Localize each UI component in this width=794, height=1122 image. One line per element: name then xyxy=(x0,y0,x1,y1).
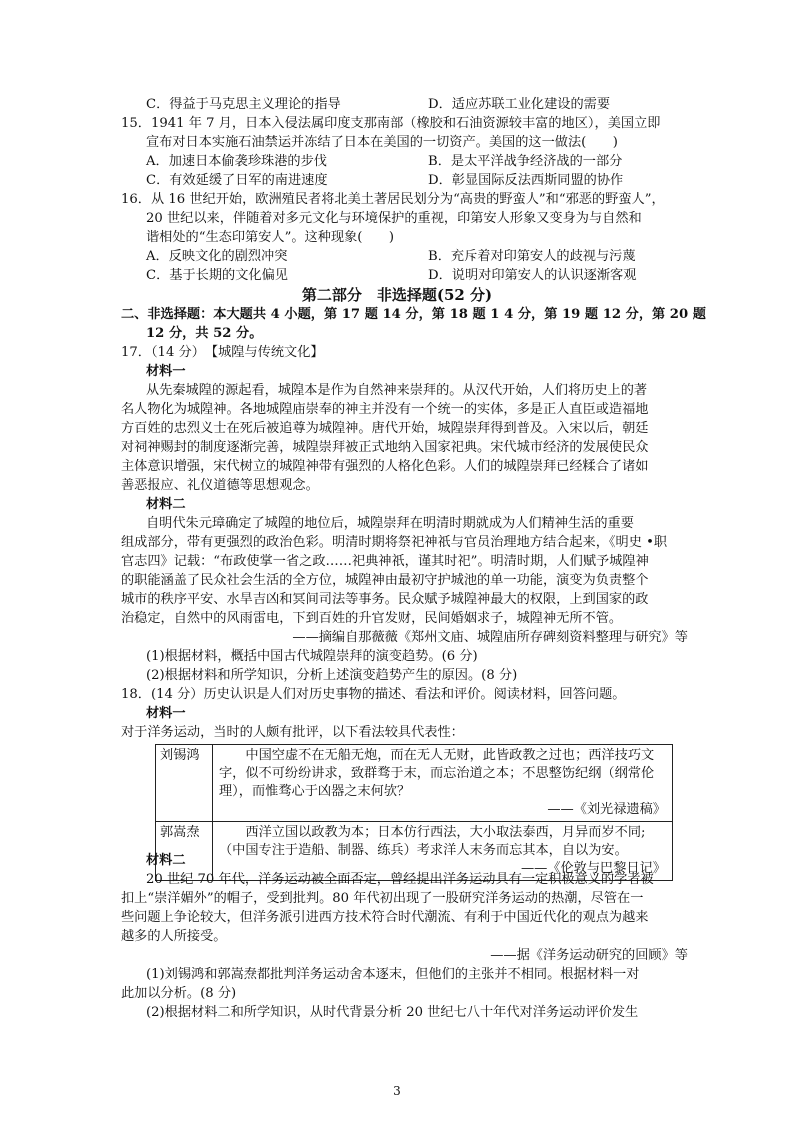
q18-heading: 18．(14 分）历史认识是人们对历史事物的描述、看法和评价。阅读材料，回答问题。 xyxy=(121,687,626,702)
part2-title: 第二部分 非选择题(52 分) xyxy=(301,286,493,304)
q17-material2-line: 官志四》记载：“布政使掌一省之政……祀典神祇，谨其时祀”。明清时期，人们赋予城隍神 xyxy=(121,554,649,569)
q17-source: ——摘编自那薇薇《郑州文庙、城隍庙所存碑刻资料整理与研究》等 xyxy=(292,630,688,645)
quote-cell xyxy=(213,745,673,822)
q17-subquestion-1: (1)根据材料，概括中国古代城隍崇拜的演变趋势。(6 分) xyxy=(146,649,478,664)
q16-option-a: A．反映文化的剧烈冲突 xyxy=(146,249,288,264)
q17-material1-line: 对祠神赐封的制度逐渐完善，城隍崇拜被正式地纳入国家祀典。宋代城市经济的发展使民众 xyxy=(121,440,649,455)
q16-option-d: D．说明对印第安人的认识逐渐客观 xyxy=(428,268,637,283)
q18-quote-table xyxy=(155,744,673,881)
table-row xyxy=(156,745,673,822)
q17-material1-line: 善恶报应、礼仪道德等思想观念。 xyxy=(121,478,319,493)
q14-option-c: C．得益于马克思主义理论的指导 xyxy=(146,97,341,112)
quote-source: ——《伦敦与巴黎日记》 xyxy=(520,861,666,876)
q18-material2-line: 越多的人所接受。 xyxy=(121,929,227,944)
q17-material2-title: 材料二 xyxy=(146,497,186,512)
q17-material2-line: 治稳定，自然中的风雨雷电，下到百姓的升官发财，民间婚姻求子，城隍神无所不管。 xyxy=(121,611,623,626)
q18-material1-title: 材料一 xyxy=(146,706,186,721)
q17-subquestion-2: (2)根据材料和所学知识，分析上述演变趋势产生的原因。(8 分) xyxy=(146,668,518,683)
q16-option-b: B．充斥着对印第安人的歧视与污蔑 xyxy=(428,249,636,264)
q16-option-c: C．基于长期的文化偏见 xyxy=(146,268,288,283)
q18-material1-intro: 对于洋务运动，当时的人颇有批评，以下看法较具代表性： xyxy=(121,725,464,740)
q18-material2-line: 些问题上争论较大，但洋务派引进西方技术符合时代潮流、有利于中国近代化的观点为越来 xyxy=(121,910,649,925)
q17-material2-line: 的职能涵盖了民众社会生活的全方位，城隍神由最初守护城池的单一功能，演变为负责整个 xyxy=(121,573,649,588)
q17-material1-line: 从先秦城隍的源起看，城隍本是作为自然神来崇拜的。从汉代开始，人们将历史上的著 xyxy=(146,383,648,398)
q15-stem-line2: 宣布对日本实施石油禁运并冻结了日本在美国的一切资产。美国的这一做法( ) xyxy=(146,135,618,150)
q17-heading: 17．（14 分） 【城隍与传统文化】 xyxy=(121,345,324,360)
q16-stem-line1: 16．从 16 世纪开始，欧洲殖民者将北美土著居民划分为“高贵的野蛮人”和“邪恶的野蛮人”， xyxy=(121,192,665,207)
q17-material1-title: 材料一 xyxy=(146,364,186,379)
q17-material1-line: 名人物化为城隍神。各地城隍庙崇奉的神主并没有一个统一的实体，多是正人直臣或造福地 xyxy=(121,402,649,417)
q15-option-d: D．彰显国际反法西斯同盟的协作 xyxy=(428,173,624,188)
q16-stem-line2: 20 世纪以来，伴随着对多元文化与环境保护的重视，印第安人形象又变身为与自然和 xyxy=(146,211,642,226)
q18-source: ——据《洋务运动研究的回顾》等 xyxy=(490,948,688,963)
q18-material2-line: 扣上“崇洋媚外”的帽子，受到批判。80 年代初出现了一股研究洋务运动的热潮，尽管在一 xyxy=(121,891,644,906)
q18-subquestion-1-cont: 此加以分析。(8 分) xyxy=(121,986,237,1001)
quote-text: 中国空虚不在无船无炮，而在无人无财，此皆政教之过也；西洋技巧文字，似不可纷纷讲求，致群骛于末，而忘治道之本；不思整饬纪纲（纲常伦理），而惟骛心于凶器之末何欤？ xyxy=(219,748,655,799)
q18-material2-line: 20 世纪 70 年代，洋务运动被全面否定，曾经提出洋务运动具有一定积极意义的学者被 xyxy=(146,872,654,887)
quote-source: ——《刘光禄遗稿》 xyxy=(547,802,666,817)
quote-author: 郭嵩焘 xyxy=(156,822,213,881)
q17-material2-line: 自明代朱元璋确定了城隍的地位后，城隍崇拜在明清时期就成为人们精神生活的重要 xyxy=(146,516,634,531)
q18-material2-title: 材料二 xyxy=(146,853,186,868)
q14-option-d: D．适应苏联工业化建设的需要 xyxy=(428,97,611,112)
q17-material2-line: 城市的秩序平安、水旱吉凶和冥间司法等事务。民众赋予城隍神最大的权限，上到国家的政 xyxy=(121,592,649,607)
q17-material1-line: 主体意识增强，宋代树立的城隍神带有强烈的人格化色彩。人们的城隍崇拜已经糅合了诸如 xyxy=(121,459,649,474)
quote-text: 西洋立国以政教为本；日本仿行西法，大小取法泰西，月异而岁不同;（中国专注于造船、制器、练兵）考求洋人末务而忘其本，自以为安。 xyxy=(219,825,646,858)
q15-option-b: B．是太平洋战争经济战的一部分 xyxy=(428,154,623,169)
part2-intro-line1: 二、非选择题：本大题共 4 小题，第 17 题 14 分，第 18 题 1 4 分，第 19 题 12 分，第 20 题 xyxy=(121,307,706,322)
q15-stem-line1: 15．1941 年 7 月，日本入侵法属印度支那南部（橡胶和石油资源较丰富的地区），美国立即 xyxy=(121,116,661,131)
q15-option-c: C．有效延缓了日军的南进速度 xyxy=(146,173,328,188)
quote-author: 刘锡鸿 xyxy=(156,745,213,822)
part2-intro-line2: 12 分，共 52 分。 xyxy=(146,326,263,341)
q17-material1-line: 方百姓的忠烈义士在死后被追尊为城隍神。唐代开始，城隍崇拜得到普及。入宋以后，朝廷 xyxy=(121,421,649,436)
q16-stem-line3: 谐相处的“生态印第安人”。这种现象( ) xyxy=(146,230,394,245)
page-number: 3 xyxy=(393,1084,401,1098)
q18-subquestion-1: (1)刘锡鸿和郭嵩焘都批判洋务运动舍本逐末，但他们的主张并不相同。根据材料一对 xyxy=(146,967,640,982)
q15-option-a: A．加速日本偷袭珍珠港的步伐 xyxy=(146,154,327,169)
q17-material2-line: 组成部分，带有更强烈的政治色彩。明清时期将祭祀神祇与官员治理地方结合起来，《明史 •职 xyxy=(121,535,668,550)
q18-subquestion-2: (2)根据材料二和所学知识，从时代背景分析 20 世纪七八十年代对洋务运动评价发生 xyxy=(146,1005,639,1020)
